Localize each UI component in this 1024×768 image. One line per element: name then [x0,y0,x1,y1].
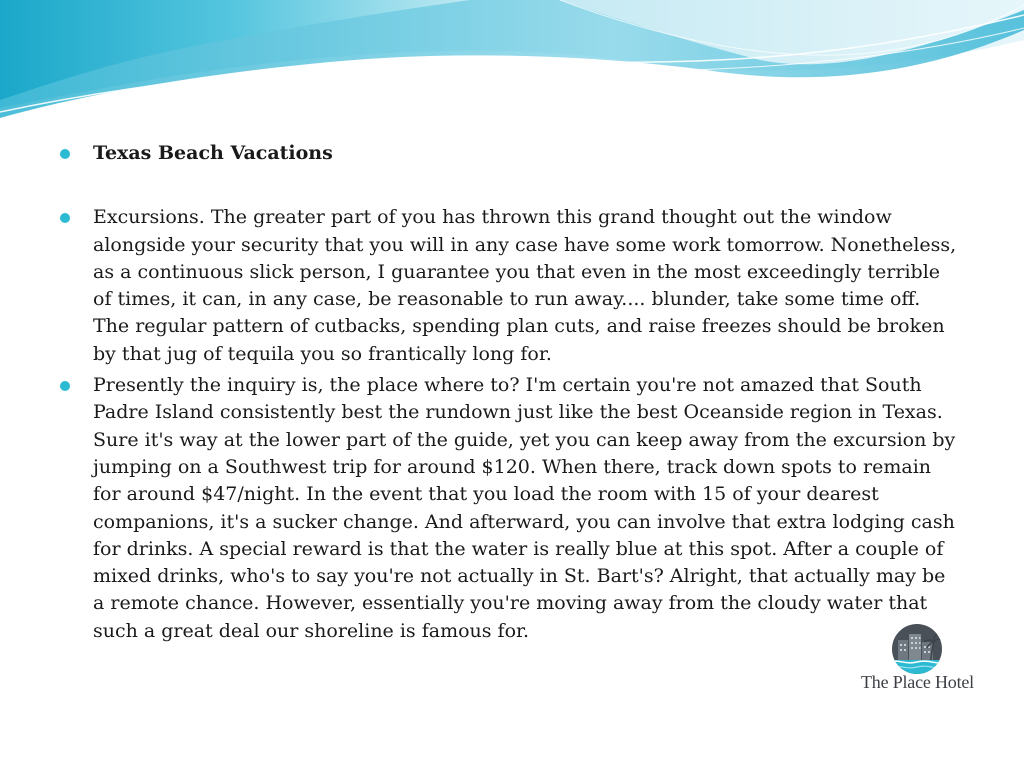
bullet-dot-icon [60,149,70,159]
bullet-item-title [60,140,960,167]
bullet-list [60,140,960,645]
header-wave-decoration [0,0,1024,130]
bullet-dot-icon [60,213,70,223]
slide-content [60,140,960,649]
hotel-logo-text: The Place Hotel [861,672,974,692]
bullet-text: Presently the inquiry is, the place where to? I'm certain you're not amazed that South Padre Island consistently best the rundown just like the best Oceanside region in Texas. Sure it's way at the lower part of the guide, yet you can keep away from the excursion by jumping on a Southwest trip for around $120. When there, track down spots to remain for around $47/night. In the event that you load the room with 15 of your dearest companions, it's a sucker change. And afterward, you can involve that extra lodging cash for drinks. A special reward is that the water is really blue at this spot. After a couple of mixed drinks, who's to say you're not actually in St. Bart's? Alright, that actually may be a remote chance. However, essentially you're moving away from the cloudy water that such a great deal our shoreline is famous for. [93,374,956,642]
hotel-building-icon [890,622,944,676]
hotel-logo [850,622,985,702]
bullet-item-south-padre [60,372,960,645]
bullet-dot-icon [60,381,70,391]
bullet-text: Excursions. The greater part of you has thrown this grand thought out the window alongside your security that you will in any case have some work tomorrow. Nonetheless, as a continuous slick person, I guarantee you that even in the most exceedingly terrible of times, it can, in any case, be reasonable to run away.... blunder, take some time off. The regular pattern of cutbacks, spending plan cuts, and raise freezes should be broken by that jug of tequila you so frantically long for. [93,206,957,365]
bullet-text: Texas Beach Vacations [93,142,333,164]
bullet-item-excursions [60,204,960,368]
